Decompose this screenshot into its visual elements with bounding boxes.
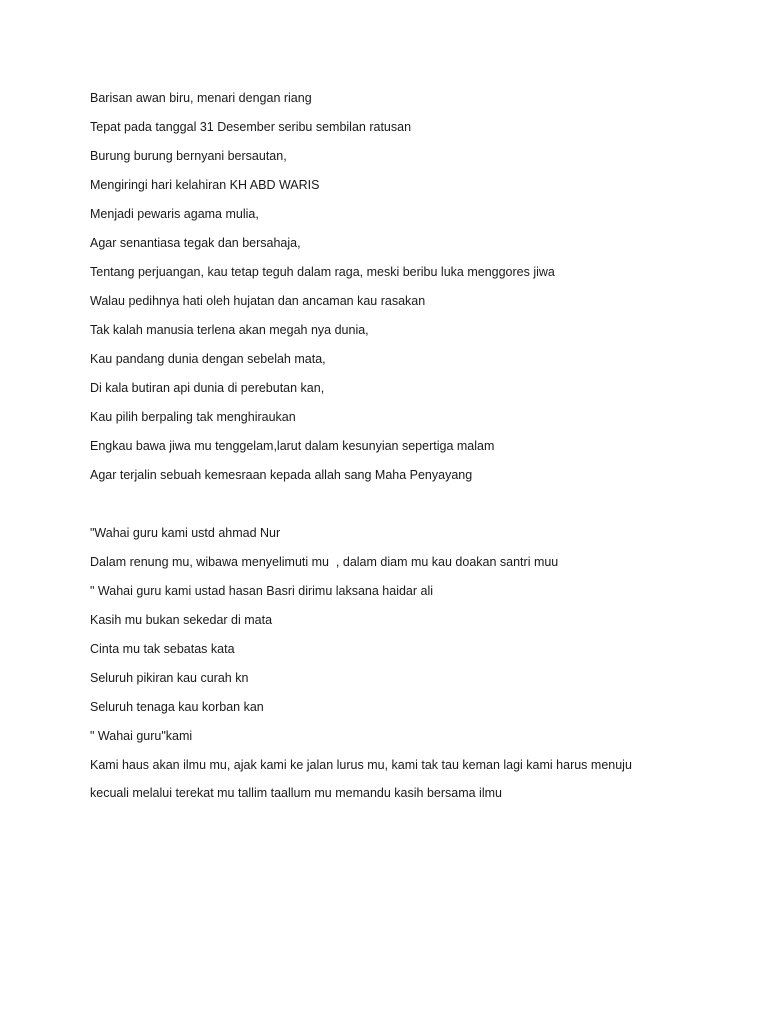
poem-line: Barisan awan biru, menari dengan riang: [90, 91, 312, 105]
poem-line: Engkau bawa jiwa mu tenggelam,larut dalam kesunyian sepertiga malam: [90, 439, 495, 453]
poem-line: Tak kalah manusia terlena akan megah nya dunia,: [90, 323, 369, 337]
poem-line: Menjadi pewaris agama mulia,: [90, 207, 259, 221]
poem-line: Kau pandang dunia dengan sebelah mata,: [90, 352, 326, 366]
poem-line: Mengiringi hari kelahiran KH ABD WARIS: [90, 178, 320, 192]
poem-line: Cinta mu tak sebatas kata: [90, 642, 235, 656]
poem-line: Kami haus akan ilmu mu, ajak kami ke jalan lurus mu, kami tak tau keman lagi kami harus menuju: [90, 758, 632, 772]
poem-line: Kau pilih berpaling tak menghiraukan: [90, 410, 296, 424]
poem-line: "Wahai guru kami ustd ahmad Nur: [90, 526, 281, 540]
poem-line: Tentang perjuangan, kau tetap teguh dalam raga, meski beribu luka menggores jiwa: [90, 265, 555, 279]
poem-body: [90, 90, 690, 801]
poem-line: Seluruh tenaga kau korban kan: [90, 700, 264, 714]
poem-line: Dalam renung mu, wibawa menyelimuti mu , dalam diam mu kau doakan santri muu: [90, 555, 559, 569]
poem-line: Agar senantiasa tegak dan bersahaja,: [90, 236, 301, 250]
poem-line: Agar terjalin sebuah kemesraan kepada allah sang Maha Penyayang: [90, 468, 473, 482]
poem-line: " Wahai guru"kami: [90, 729, 193, 743]
poem-line: Seluruh pikiran kau curah kn: [90, 671, 249, 685]
poem-line: Tepat pada tanggal 31 Desember seribu sembilan ratusan: [90, 120, 412, 134]
poem-line: Di kala butiran api dunia di perebutan kan,: [90, 381, 325, 395]
poem-line: Burung burung bernyani bersautan,: [90, 149, 287, 163]
poem-line: " Wahai guru kami ustad hasan Basri dirimu laksana haidar ali: [90, 584, 434, 598]
poem-line: kecuali melalui terekat mu tallim taallum mu memandu kasih bersama ilmu: [90, 786, 502, 800]
poem-line: Kasih mu bukan sekedar di mata: [90, 613, 273, 627]
poem-line: Walau pedihnya hati oleh hujatan dan ancaman kau rasakan: [90, 294, 426, 308]
